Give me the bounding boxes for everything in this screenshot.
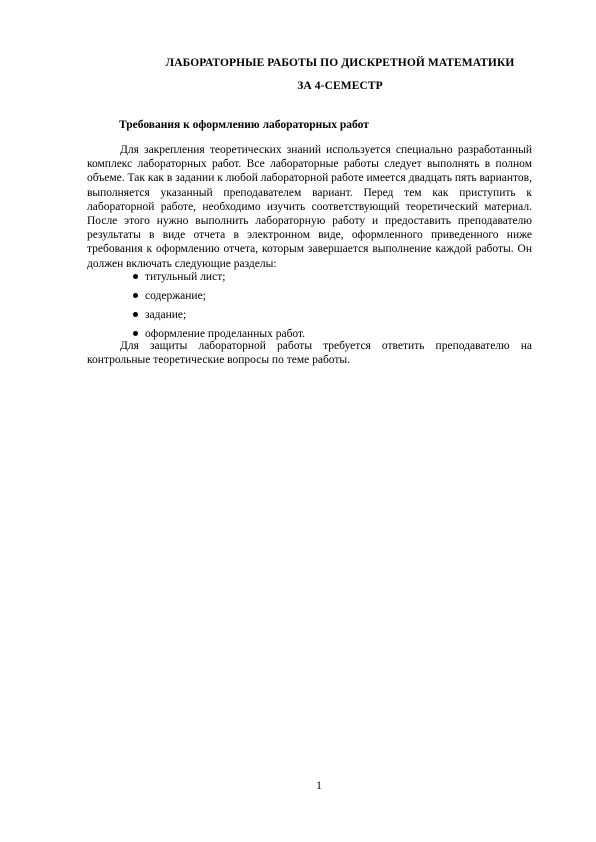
list-item: задание; [133,308,305,327]
sections-list [133,270,305,346]
document-title: ЛАБОРАТОРНЫЕ РАБОТЫ ПО ДИСКРЕТНОЙ МАТЕМАТИКИ [165,57,515,69]
intro-paragraph: Для закрепления теоретических знаний используется специально разработанный комплекс лабораторных работ. Все лабораторные работы следует выполнять в полном объеме. Так как в задании к любой лабораторной работе имеется двадцать пять вариантов, выполняется указанный преподавателем вариант. Перед тем как приступить к лабораторной работе, необходимо изучить соответствующий теоретический материал. После этого нужно выполнить лабораторную работу и предоставить преподавателю результаты в виде отчета в электронном виде, оформленного приведенного ниже требования к оформлению отчета, которым завершается выполнение каждой работы. Он должен включать следующие разделы: [87,144,532,270]
page-number: 1 [316,780,322,792]
document-subtitle: ЗА 4-СЕМЕСТР [297,80,383,92]
list-item: титульный лист; [133,270,305,289]
closing-paragraph: Для защиты лабораторной работы требуется ответить преподавателю на контрольные теоретические вопросы по теме работы. [87,340,532,367]
list-item: содержание; [133,289,305,308]
list-item: оформление проделанных работ. [133,327,305,346]
section-heading: Требования к оформлению лабораторных работ [119,119,369,131]
